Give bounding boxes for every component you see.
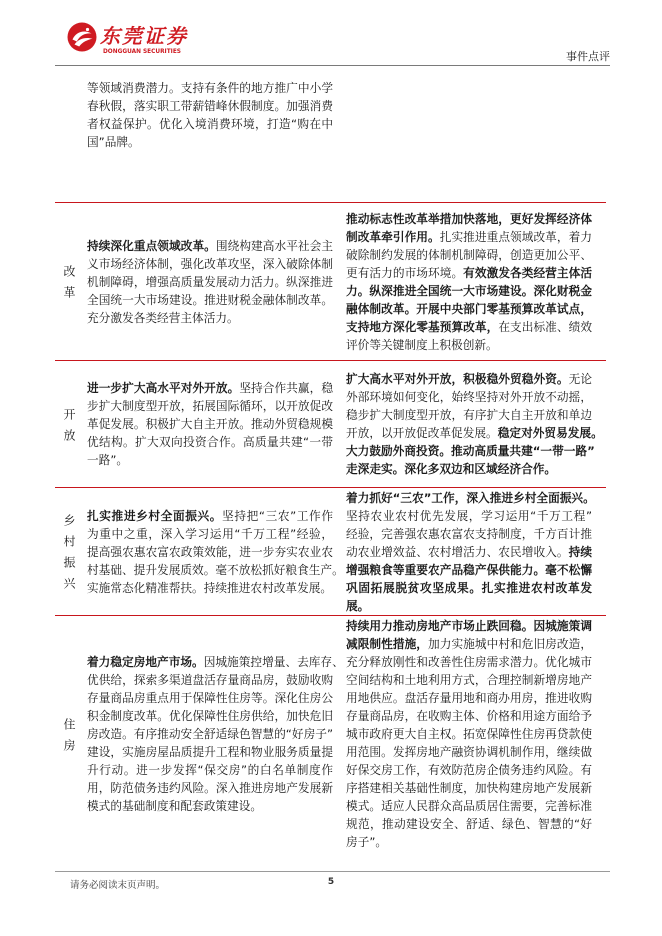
text-line	[346, 579, 592, 597]
category-cell	[55, 488, 83, 615]
category-label: 乡村振兴	[62, 514, 76, 598]
text-run: 为重中之重，深入学习运用“千万工程”经验，	[87, 526, 334, 541]
text-run: 用范围。发挥房地产融资协调机制作用，继续做	[346, 745, 593, 759]
text-run: 革促发展。积极扩大自主开放。推动外贸稳规模	[87, 417, 334, 431]
text-run: 加力实施城中村和危旧房改造，	[428, 637, 593, 651]
text-line	[346, 460, 592, 478]
text-run: 动农业增效益、农村增活力、农民增收入。	[346, 544, 569, 559]
text-line	[87, 707, 333, 725]
text-line	[87, 115, 333, 133]
bold-text-run: 增强粮食等重要农产品稳产保供能力。毫不松懈	[346, 562, 593, 577]
text-line	[346, 543, 592, 561]
text-run: 积金制度改革。优化保障性住房供给，加快危旧	[87, 709, 334, 723]
category-label: 住房	[62, 717, 76, 760]
text-line	[87, 543, 333, 561]
text-line	[346, 300, 592, 318]
bold-text-run: 扎实推进乡村全面振兴。	[87, 508, 223, 523]
text-run: 开放，以开放促改革促发展。	[346, 426, 498, 440]
bold-text-run: 力。纵深推进全国统一大市场建设。深化财税金	[346, 283, 593, 298]
text-run: 好保交房工作，有效防范房企债务违约风险。有	[346, 763, 593, 777]
bold-text-run: 推动标志性改革举措加快落地，更好发挥经济体	[346, 211, 593, 226]
category-cell	[55, 361, 83, 487]
right-text-cell	[341, 616, 606, 852]
text-line	[87, 433, 333, 451]
report-type-label: 事件点评	[566, 50, 610, 63]
text-line	[346, 779, 592, 797]
text-line	[346, 246, 592, 264]
table-row	[55, 360, 606, 487]
text-run: 坚持合作共赢，稳	[239, 381, 334, 395]
category-cell	[55, 616, 83, 852]
text-line	[87, 379, 333, 397]
text-run: 优供给，探索多渠道盘活存量商品房，鼓励收购	[87, 673, 334, 687]
text-run: 全国统一大市场建设。推进财税金融体制改革。	[87, 292, 334, 307]
comparison-table	[55, 66, 606, 852]
text-run: 建设，实施房屋品质提升工程和物业服务质量提	[87, 745, 334, 759]
text-line	[346, 282, 592, 300]
bold-text-run: 展。	[346, 598, 370, 613]
text-run: 房改造。有序推动安全舒适绿色智慧的“好房子”	[87, 727, 334, 741]
text-line	[346, 370, 592, 388]
middle-text-cell	[83, 203, 341, 360]
text-line	[346, 406, 592, 424]
text-run: 扎实推进重点领域改革，着力	[439, 229, 593, 244]
text-run: 无论	[568, 372, 593, 386]
category-label: 改革	[62, 265, 76, 307]
brand-name-cn: 东莞证券	[100, 24, 188, 48]
bold-text-run: 扩大高水平对外开放，积极稳外贸稳外资。	[346, 372, 569, 386]
bold-text-run: 持续深化重点领域改革。	[87, 238, 216, 253]
text-line	[87, 689, 333, 707]
text-run: 坚持农业农村优先发展，学习运用“千万工程”	[346, 508, 593, 523]
text-line	[346, 797, 592, 815]
category-label: 开放	[62, 407, 76, 450]
table-row	[55, 66, 606, 202]
text-line	[87, 725, 333, 743]
text-line	[346, 689, 592, 707]
text-run: 提高强农惠农富农政策效能，进一步夯实农业农	[87, 544, 334, 559]
middle-text-cell	[83, 66, 341, 202]
text-line	[346, 653, 592, 671]
bold-text-run: 制改革牵引作用。	[346, 229, 440, 244]
text-run: 稳步扩大制度型开放，有序扩大自主开放和单边	[346, 408, 593, 422]
table-row	[55, 202, 606, 360]
text-line	[346, 507, 592, 525]
text-line	[346, 210, 592, 228]
text-run: 序搭建相关基础性制度，加快构建房地产发展新	[346, 781, 593, 795]
middle-text-cell	[83, 361, 341, 487]
text-line	[346, 561, 592, 579]
text-line	[87, 415, 333, 433]
footer-divider	[55, 871, 610, 872]
text-line	[346, 671, 592, 689]
text-line	[87, 237, 333, 255]
text-run: 规范，推动建设安全、舒适、绿色、智慧的“好	[346, 817, 593, 831]
text-run: 更有活力的市场环境。	[346, 265, 464, 280]
bold-text-run: 减限制性措施，	[346, 637, 429, 651]
text-line	[346, 388, 592, 406]
text-line	[346, 597, 592, 615]
text-line	[87, 397, 333, 415]
right-text-cell	[341, 488, 606, 615]
middle-text-cell	[83, 488, 344, 615]
text-line	[87, 743, 333, 761]
text-run: 机制障碍，增强高质量发展动力活力。纵深推进	[87, 274, 334, 289]
text-line	[87, 291, 333, 309]
text-run: 义市场经济体制，强化改革攻坚，深入破除体制	[87, 256, 334, 271]
bold-text-run: 持续用力推动房地产市场止跌回稳。因城施策调	[346, 619, 593, 633]
table-row	[55, 487, 606, 615]
text-line	[87, 671, 333, 689]
text-line	[87, 561, 344, 579]
text-line	[346, 442, 595, 460]
text-line	[87, 779, 333, 797]
text-line	[87, 133, 333, 151]
text-run: 房子”。	[346, 835, 388, 849]
middle-text-cell	[83, 616, 344, 852]
page-number: 5	[327, 877, 335, 887]
text-line	[87, 761, 333, 779]
text-line	[87, 451, 333, 469]
text-run: 升行动。进一步发挥“保交房”的白名单制度作	[87, 763, 334, 777]
text-run: 空间结构和土地利用方式，合理控制新增房地产	[346, 673, 593, 687]
text-run: 破除制约发展的体制机制障碍，创造更加公平、	[346, 247, 593, 262]
bold-text-run: 支持地方深化零基预算改革，	[346, 319, 499, 334]
text-line	[346, 743, 592, 761]
text-run: 步扩大制度型开放，拓展国际循环，以开放促改	[87, 399, 334, 413]
text-line	[87, 507, 333, 525]
text-line	[346, 424, 603, 442]
text-run: 城市政府更大自主权。拓宽保障性住房再贷款使	[346, 727, 593, 741]
text-line	[346, 635, 592, 653]
text-run: 存量商品房重点用于保障性住房等。深化住房公	[87, 691, 334, 705]
bold-text-run: 着力抓好“三农”工作，深入推进乡村全面振兴。	[346, 490, 595, 505]
text-run: 者权益保护。优化入境消费环境，打造“购在中	[87, 117, 334, 131]
text-run: 坚持把“三农”工作作	[222, 508, 334, 523]
right-text-cell	[341, 361, 606, 487]
text-line	[346, 617, 592, 635]
bold-text-run: 稳定对外贸易发展。	[497, 426, 603, 440]
text-run: 实施常态化精准帮扶。持续推进农村改革发展。	[87, 580, 333, 595]
text-run: 优结构。扩大双向投资合作。高质量共建“一带	[87, 435, 334, 449]
right-text-cell	[341, 203, 606, 360]
text-run: 充分释放刚性和改善性住房需求潜力。优化城市	[346, 655, 593, 669]
brand-name-en: DONGGUAN SECURITIES	[103, 49, 181, 55]
text-run: 存量商品房，在收购主体、价格和用途方面给予	[346, 709, 593, 723]
text-run: 模式的基础制度和配套政策建设。	[87, 799, 263, 813]
text-line	[346, 489, 595, 507]
footer-disclaimer: 请务必阅读末页声明。	[70, 880, 166, 891]
text-line	[87, 579, 333, 597]
text-run: 用，防范债务违约风险。深入推进房地产发展新	[87, 781, 334, 795]
text-run: 一路”。	[87, 453, 129, 467]
bold-text-run: 巩固拓展脱贫攻坚成果。扎实推进农村改革发	[346, 580, 593, 595]
bold-text-run: 着力稳定房地产市场。	[87, 655, 204, 669]
text-line	[87, 309, 333, 327]
text-line	[346, 228, 592, 246]
text-line	[346, 318, 592, 336]
bold-text-run: 有效激发各类经营主体活	[463, 265, 593, 280]
text-run: 模式。适应人民群众高品质居住需要，完善标准	[346, 799, 593, 813]
text-line	[346, 725, 592, 743]
category-cell	[55, 66, 83, 202]
text-line	[346, 264, 592, 282]
text-line	[346, 761, 592, 779]
text-line	[87, 653, 344, 671]
text-run: 充分激发各类经营主体活力。	[87, 310, 239, 325]
text-run: 春秋假，落实职工带薪错峰休假制度。加强消费	[87, 99, 334, 113]
text-line	[346, 815, 592, 833]
text-run: 评价等关键制度上积极创新。	[346, 337, 498, 352]
right-text-cell	[341, 66, 606, 202]
table-row	[55, 615, 606, 852]
bold-text-run: 进一步扩大高水平对外开放。	[87, 381, 240, 395]
text-run: 在支出标准、绩效	[498, 319, 593, 334]
text-line	[87, 79, 333, 97]
bold-text-run: 走深走实。深化多双边和区域经济合作。	[346, 462, 557, 476]
text-line	[346, 833, 592, 851]
text-line	[87, 525, 333, 543]
category-cell	[55, 203, 83, 360]
text-line	[87, 97, 333, 115]
text-line	[346, 336, 592, 354]
text-run: 因城施策控增量、去库存、	[203, 655, 344, 669]
text-line	[87, 273, 333, 291]
text-line	[87, 797, 333, 815]
bold-text-run: 融体制改革。开展中央部门零基预算改革试点，	[346, 301, 593, 316]
text-run: 外部环境如何变化，始终坚持对外开放不动摇，	[346, 390, 593, 404]
text-line	[87, 255, 333, 273]
company-logo-icon	[67, 22, 97, 52]
text-line	[346, 707, 592, 725]
bold-text-run: 持续	[568, 544, 593, 559]
text-run: 经验，完善强农惠农富农支持制度，千方百计推	[346, 526, 593, 541]
text-run: 国”品牌。	[87, 135, 140, 149]
text-line	[346, 525, 592, 543]
text-run: 村基础、提升发展质效。毫不放松抓好粮食生产。	[87, 562, 344, 577]
page-header	[0, 0, 662, 66]
text-run: 围绕构建高水平社会主	[215, 238, 334, 253]
bold-text-run: 大力鼓励外商投资。推动高质量共建“一带一路”	[346, 444, 595, 458]
text-run: 用地供应。盘活存量用地和商办用房，推进收购	[346, 691, 593, 705]
text-run: 等领域消费潜力。支持有条件的地方推广中小学	[87, 81, 334, 95]
